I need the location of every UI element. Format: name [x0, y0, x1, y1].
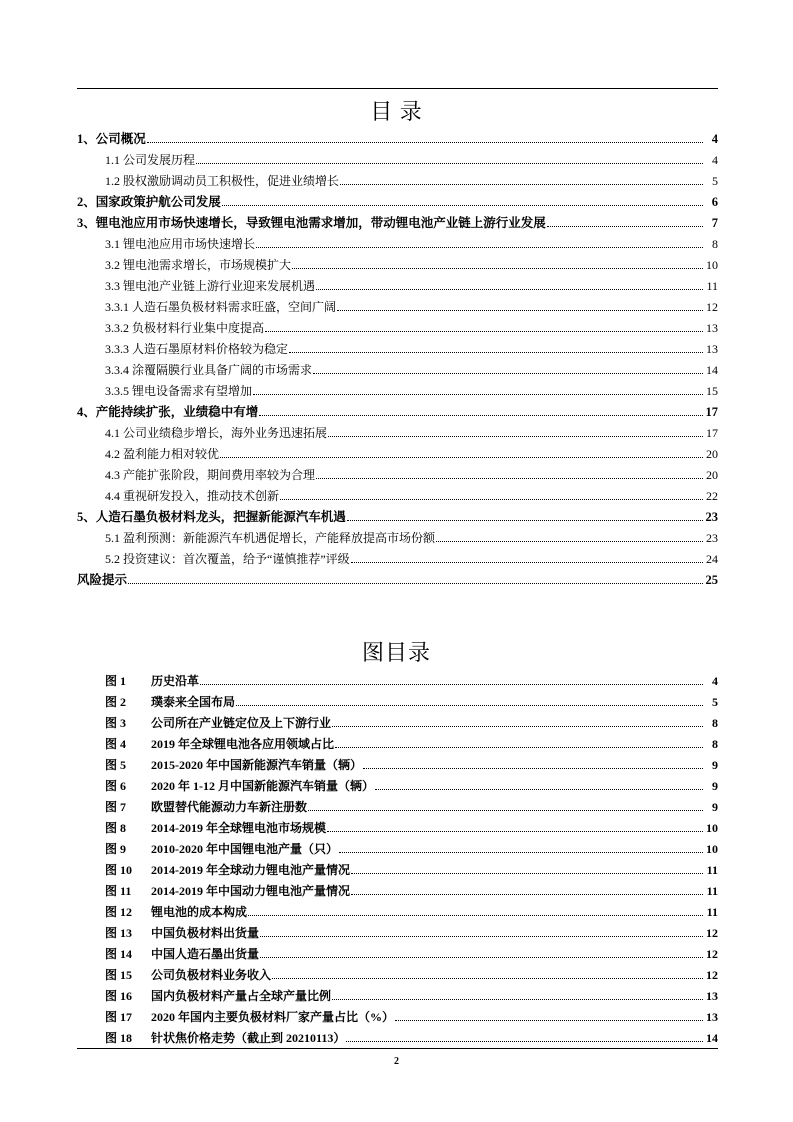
figure-entry[interactable]: 图 11 2014-2019 年中国动力锂电池产量情况 11: [105, 884, 718, 898]
toc-entry[interactable]: 3.3.4 涂覆隔膜行业具备广阔的市场需求 14: [105, 363, 718, 377]
toc-entry[interactable]: 1、公司概况 4: [77, 132, 718, 146]
toc-entry[interactable]: 3.3.5 锂电设备需求有望增加 15: [105, 384, 718, 398]
toc-entry[interactable]: 3.3.2 负极材料行业集中度提高 13: [105, 321, 718, 335]
figures-title: 图目录: [361, 640, 431, 665]
toc-entry[interactable]: 3、锂电池应用市场快速增长，导致锂电池需求增加，带动锂电池产业链上游行业发展 7: [77, 216, 718, 230]
toc-entry[interactable]: 4.3 产能扩张阶段，期间费用率较为合理 20: [105, 468, 718, 482]
toc-entry[interactable]: 5.2 投资建议：首次覆盖，给予“谨慎推荐”评级 24: [105, 552, 718, 566]
toc-entry[interactable]: 4.1 公司业绩稳步增长，海外业务迅速拓展 17: [105, 426, 718, 440]
toc-entry[interactable]: 4.4 重视研发投入，推动技术创新 22: [105, 489, 718, 503]
figure-entry[interactable]: 图 10 2014-2019 年全球动力锂电池产量情况 11: [105, 863, 718, 877]
toc-entry[interactable]: 1.1 公司发展历程 4: [105, 153, 718, 167]
toc-entry[interactable]: 3.3 锂电池产业链上游行业迎来发展机遇 11: [105, 279, 718, 293]
toc-entry[interactable]: 1.2 股权激励调动员工积极性，促进业绩增长 5: [105, 174, 718, 188]
figure-entry[interactable]: 图 7 欧盟替代能源动力车新注册数 9: [105, 800, 718, 814]
figure-entry[interactable]: 图 18 针状焦价格走势（截止到 20210113） 14: [105, 1031, 718, 1045]
figure-entry[interactable]: 图 2 璞泰来全国布局 5: [105, 695, 718, 709]
figure-entry[interactable]: 图 12 锂电池的成本构成 11: [105, 905, 718, 919]
top-rule: [77, 88, 718, 89]
toc-entry[interactable]: 风险提示 25: [77, 573, 718, 587]
figure-entry[interactable]: 图 6 2020 年 1-12 月中国新能源汽车销量（辆） 9: [105, 779, 718, 793]
toc-entry[interactable]: 4、产能持续扩张，业绩稳中有增 17: [77, 405, 718, 419]
figure-list: [77, 668, 718, 1046]
toc-entry[interactable]: 2、国家政策护航公司发展 6: [77, 195, 718, 209]
figure-entry[interactable]: 图 4 2019 年全球锂电池各应用领域占比 8: [105, 737, 718, 751]
toc-entry[interactable]: 4.2 盈利能力相对较优 20: [105, 447, 718, 461]
figure-entry[interactable]: 图 14 中国人造石墨出货量 12: [105, 947, 718, 961]
figure-entry[interactable]: 图 17 2020 年国内主要负极材料厂家产量占比（%） 13: [105, 1010, 718, 1024]
figure-entry[interactable]: 图 8 2014-2019 年全球锂电池市场规模 10: [105, 821, 718, 835]
toc-title: 目 录: [370, 99, 423, 124]
figure-entry[interactable]: 图 3 公司所在产业链定位及上下游行业 8: [105, 716, 718, 730]
page-number: 2: [394, 1056, 399, 1067]
toc-entry[interactable]: 3.2 锂电池需求增长，市场规模扩大 10: [105, 258, 718, 272]
figure-entry[interactable]: 图 1 历史沿革 4: [105, 674, 718, 688]
figure-entry[interactable]: 图 15 公司负极材料业务收入 12: [105, 968, 718, 982]
toc-entry[interactable]: 5、人造石墨负极材料龙头，把握新能源汽车机遇 23: [77, 510, 718, 524]
bottom-rule: [77, 1048, 718, 1049]
toc-entry[interactable]: 3.3.1 人造石墨负极材料需求旺盛，空间广阔 12: [105, 300, 718, 314]
figure-entry[interactable]: 图 13 中国负极材料出货量 12: [105, 926, 718, 940]
figure-entry[interactable]: 图 9 2010-2020 年中国锂电池产量（只） 10: [105, 842, 718, 856]
toc-entry[interactable]: 3.1 锂电池应用市场快速增长 8: [105, 237, 718, 251]
figure-entry[interactable]: 图 5 2015-2020 年中国新能源汽车销量（辆） 9: [105, 758, 718, 772]
toc-entry[interactable]: 5.1 盈利预测：新能源汽车机遇促增长，产能释放提高市场份额 23: [105, 531, 718, 545]
figure-entry[interactable]: 图 16 国内负极材料产量占全球产量比例 13: [105, 989, 718, 1003]
table-of-contents: [77, 126, 718, 588]
toc-entry[interactable]: 3.3.3 人造石墨原材料价格较为稳定 13: [105, 342, 718, 356]
